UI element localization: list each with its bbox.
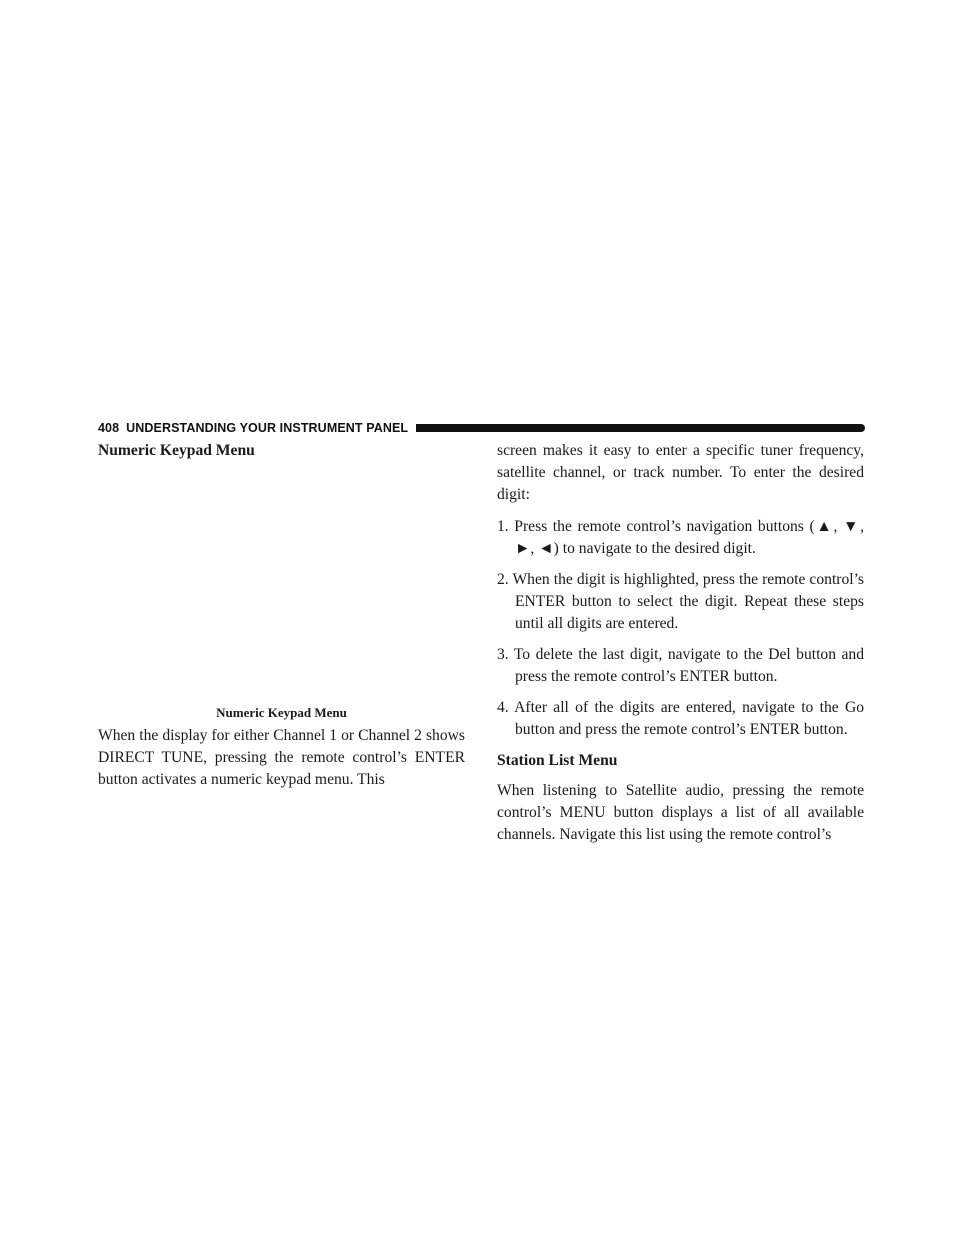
page-number: 408 xyxy=(98,421,120,435)
section-title: UNDERSTANDING YOUR INSTRUMENT PANEL xyxy=(126,421,409,435)
header-rule xyxy=(416,424,865,432)
figure-caption: Numeric Keypad Menu xyxy=(216,705,347,720)
step-item: 2. When the digit is highlighted, press the remote control’s ENTER button to select the digit. Repeat these steps until all digits are entered. xyxy=(497,571,864,632)
left-column xyxy=(98,440,465,791)
page-header xyxy=(98,419,865,437)
step-item: 3. To delete the last digit, navigate to the Del button and press the remote control’s ENTER button. xyxy=(497,646,864,685)
step-item: 4. After all of the digits are entered, navigate to the Go button and press the remote control’s ENTER button. xyxy=(497,699,864,738)
numeric-keypad-heading: Numeric Keypad Menu xyxy=(98,442,255,459)
station-list-paragraph: When listening to Satellite audio, pressing the remote control’s MENU button displays a list of all available channels. Navigate this list using the remote control’s xyxy=(497,782,864,843)
body-paragraph: When the display for either Channel 1 or Channel 2 shows DIRECT TUNE, pressing the remote control’s ENTER button activates a numeric keypad menu. This xyxy=(98,727,465,788)
station-list-heading: Station List Menu xyxy=(497,752,618,769)
body-paragraph-continued: screen makes it easy to enter a specific tuner frequency, satellite channel, or track number. To enter the desired digit: xyxy=(497,442,864,503)
figure-placeholder xyxy=(98,462,465,700)
right-column xyxy=(497,440,864,856)
step-item: 1. Press the remote control’s navigation buttons (▲, ▼, ►, ◄) to navigate to the desired digit. xyxy=(497,518,864,557)
